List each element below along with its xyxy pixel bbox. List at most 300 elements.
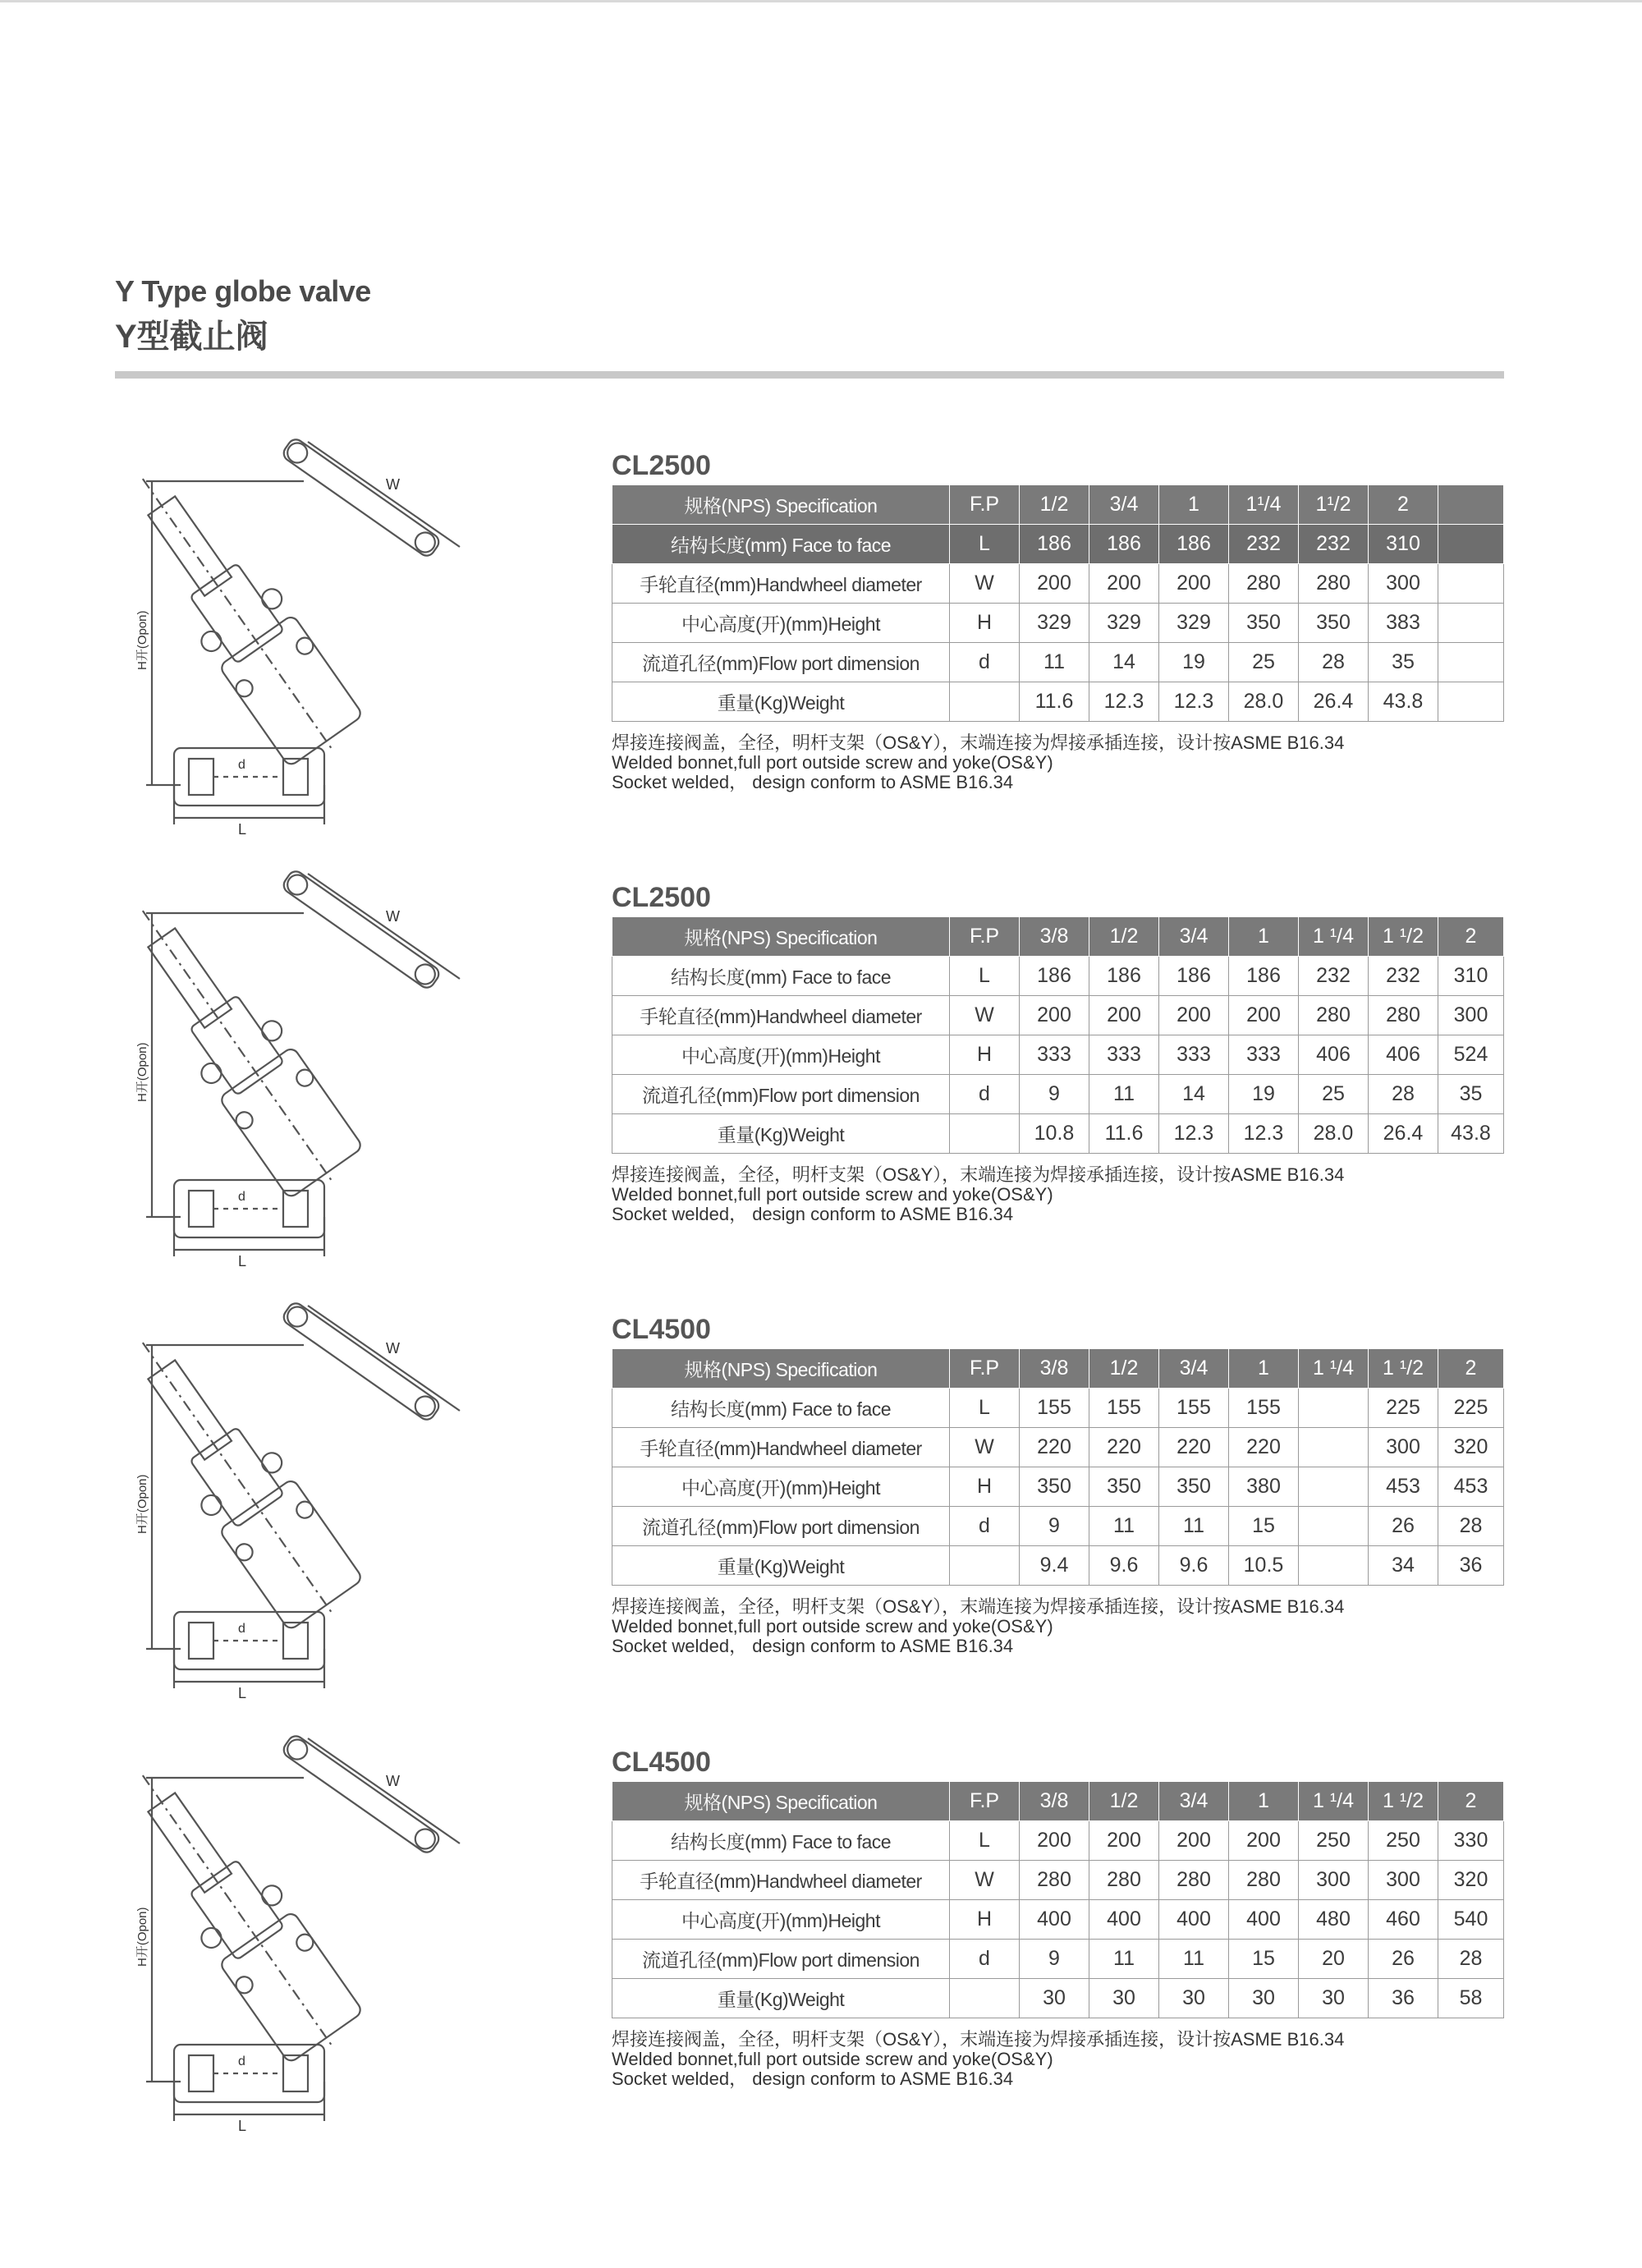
table-cell: 220 <box>1020 1428 1089 1467</box>
table-cell: 400 <box>1020 1900 1089 1940</box>
table-cell: 186 <box>1229 957 1299 996</box>
table-row <box>612 1035 1504 1075</box>
table-cell <box>1438 643 1504 682</box>
note-line: Welded bonnet,full port outside screw and yoke(OS&Y) <box>612 1184 1053 1205</box>
row-label-cell: 规格(NPS) Specification <box>612 1349 950 1389</box>
table-cell: 58 <box>1438 1979 1504 2018</box>
table-cell: 333 <box>1020 1035 1089 1075</box>
table-row <box>612 1821 1504 1861</box>
table-cell: H <box>950 1035 1020 1075</box>
table-row <box>612 1389 1504 1428</box>
table-cell: 3/4 <box>1159 917 1229 957</box>
spec-notes <box>612 733 1344 792</box>
table-row <box>612 1546 1504 1586</box>
table-cell: 14 <box>1089 643 1159 682</box>
table-cell: 225 <box>1438 1389 1504 1428</box>
table-cell <box>1299 1428 1369 1467</box>
spec-table <box>612 1348 1504 1586</box>
table-cell: 300 <box>1369 1428 1438 1467</box>
table-row <box>612 1900 1504 1940</box>
row-label-cell: 结构长度(mm) Face to face <box>612 1389 950 1428</box>
table-cell: 329 <box>1159 604 1229 643</box>
table-cell: 329 <box>1020 604 1089 643</box>
table-cell: 9.6 <box>1089 1546 1159 1586</box>
table-header-row <box>612 485 1504 525</box>
dimension-label-d: d <box>238 1622 245 1636</box>
table-cell: 155 <box>1229 1389 1299 1428</box>
table-cell: 200 <box>1159 996 1229 1035</box>
table-cell: 333 <box>1229 1035 1299 1075</box>
table-cell: d <box>950 1940 1020 1979</box>
table-row <box>612 643 1504 682</box>
table-cell: 280 <box>1299 564 1369 604</box>
table-cell: W <box>950 996 1020 1035</box>
table-cell: 9 <box>1020 1075 1089 1114</box>
table-cell: 11 <box>1089 1507 1159 1546</box>
table-cell: 1¹/2 <box>1299 485 1369 525</box>
table-cell: d <box>950 643 1020 682</box>
dimension-label-l: L <box>238 821 247 838</box>
table-row <box>612 1075 1504 1114</box>
table-row <box>612 996 1504 1035</box>
table-cell: W <box>950 1428 1020 1467</box>
table-cell: 200 <box>1089 1821 1159 1861</box>
dimension-label-h: H开(Opon) <box>135 610 149 670</box>
table-cell: d <box>950 1507 1020 1546</box>
table-cell: 220 <box>1159 1428 1229 1467</box>
table-cell: 12.3 <box>1229 1114 1299 1154</box>
table-cell: 250 <box>1369 1821 1438 1861</box>
table-cell: 10.8 <box>1020 1114 1089 1154</box>
table-cell: 280 <box>1089 1861 1159 1900</box>
table-cell: 350 <box>1159 1467 1229 1507</box>
table-cell: 1 <box>1159 485 1229 525</box>
table-cell <box>1299 1507 1369 1546</box>
table-cell: 453 <box>1369 1467 1438 1507</box>
spec-notes <box>612 1165 1344 1224</box>
table-cell: 30 <box>1229 1979 1299 2018</box>
pressure-class-label: CL4500 <box>612 1314 711 1345</box>
table-cell: 25 <box>1299 1075 1369 1114</box>
dimension-label-h: H开(Opon) <box>135 1042 149 1102</box>
table-cell: 280 <box>1020 1861 1089 1900</box>
table-cell: 28 <box>1438 1507 1504 1546</box>
dimension-label-d: d <box>238 1190 245 1204</box>
table-cell: 320 <box>1438 1428 1504 1467</box>
table-row <box>612 564 1504 604</box>
table-cell: 400 <box>1089 1900 1159 1940</box>
table-cell: 9.6 <box>1159 1546 1229 1586</box>
table-cell: 1/2 <box>1089 1782 1159 1821</box>
table-cell: 333 <box>1159 1035 1229 1075</box>
dimension-label-w: W <box>386 908 400 925</box>
row-label-cell: 重量(Kg)Weight <box>612 1979 950 2018</box>
valve-body <box>174 748 324 806</box>
table-cell: 480 <box>1299 1900 1369 1940</box>
table-cell: 2 <box>1438 1349 1504 1389</box>
dimension-label-d: d <box>238 2055 245 2068</box>
table-cell: 383 <box>1369 604 1438 643</box>
note-line: Socket welded， design conform to ASME B16.34 <box>612 1204 1014 1224</box>
table-cell: 186 <box>1020 957 1089 996</box>
table-cell: 186 <box>1089 957 1159 996</box>
table-cell: 200 <box>1089 564 1159 604</box>
note-line: Socket welded， design conform to ASME B16.34 <box>612 2068 1014 2089</box>
dimension-label-h: H开(Opon) <box>135 1907 149 1967</box>
table-cell: F.P <box>950 917 1020 957</box>
table-cell: 300 <box>1369 1861 1438 1900</box>
table-cell: 36 <box>1369 1979 1438 2018</box>
table-cell: 380 <box>1229 1467 1299 1507</box>
table-cell: 28 <box>1438 1940 1504 1979</box>
table-cell: 28.0 <box>1299 1114 1369 1154</box>
table-cell: 9.4 <box>1020 1546 1089 1586</box>
table-cell: 310 <box>1369 525 1438 564</box>
table-cell: 329 <box>1089 604 1159 643</box>
table-cell: 30 <box>1159 1979 1229 2018</box>
table-row <box>612 1428 1504 1467</box>
row-label-cell: 结构长度(mm) Face to face <box>612 1821 950 1861</box>
table-cell: 155 <box>1159 1389 1229 1428</box>
table-cell: 310 <box>1438 957 1504 996</box>
table-cell: 200 <box>1159 564 1229 604</box>
table-cell: 186 <box>1089 525 1159 564</box>
table-cell <box>950 1546 1020 1586</box>
table-cell: 2 <box>1438 917 1504 957</box>
table-cell: 1 ¹/4 <box>1299 917 1369 957</box>
table-row <box>612 1940 1504 1979</box>
table-cell: L <box>950 1389 1020 1428</box>
table-cell: W <box>950 1861 1020 1900</box>
table-cell: 3/8 <box>1020 917 1089 957</box>
table-cell: 3/8 <box>1020 1782 1089 1821</box>
table-row <box>612 1861 1504 1900</box>
row-label-cell: 手轮直径(mm)Handwheel diameter <box>612 1428 950 1467</box>
row-label-cell: 结构长度(mm) Face to face <box>612 957 950 996</box>
table-cell: 350 <box>1299 604 1369 643</box>
row-label-cell: 规格(NPS) Specification <box>612 917 950 957</box>
note-line: Welded bonnet,full port outside screw and yoke(OS&Y) <box>612 2049 1053 2069</box>
table-cell: 3/8 <box>1020 1349 1089 1389</box>
note-line: Socket welded， design conform to ASME B16.34 <box>612 1636 1014 1656</box>
table-cell: 232 <box>1299 957 1369 996</box>
table-cell: F.P <box>950 1349 1020 1389</box>
table-cell: 540 <box>1438 1900 1504 1940</box>
row-label-cell: 手轮直径(mm)Handwheel diameter <box>612 564 950 604</box>
dimension-label-l: L <box>238 1253 247 1269</box>
table-cell: 200 <box>1159 1821 1229 1861</box>
table-cell: 1 ¹/4 <box>1299 1782 1369 1821</box>
table-cell: 406 <box>1299 1035 1369 1075</box>
row-label-cell: 结构长度(mm) Face to face <box>612 525 950 564</box>
table-cell: 36 <box>1438 1546 1504 1586</box>
dimension-label-w: W <box>386 1773 400 1789</box>
table-cell <box>950 1114 1020 1154</box>
table-cell: 1 ¹/2 <box>1369 917 1438 957</box>
table-cell: 155 <box>1089 1389 1159 1428</box>
table-cell: 1 ¹/2 <box>1369 1349 1438 1389</box>
table-cell: 1 ¹/4 <box>1299 1349 1369 1389</box>
row-label-cell: 规格(NPS) Specification <box>612 1782 950 1821</box>
table-cell: 34 <box>1369 1546 1438 1586</box>
table-cell: 225 <box>1369 1389 1438 1428</box>
table-row <box>612 957 1504 996</box>
table-cell <box>1438 604 1504 643</box>
table-cell: 26.4 <box>1299 682 1369 722</box>
valve-body <box>174 1180 324 1237</box>
table-cell: 300 <box>1369 564 1438 604</box>
table-cell: 15 <box>1229 1940 1299 1979</box>
table-row <box>612 1507 1504 1546</box>
valve-bonnet <box>218 1046 363 1199</box>
table-cell: 12.3 <box>1159 1114 1229 1154</box>
table-cell: 9 <box>1020 1940 1089 1979</box>
spec-table <box>612 1781 1504 2018</box>
table-cell: W <box>950 564 1020 604</box>
pressure-class-label: CL2500 <box>612 882 711 913</box>
note-line: 焊接连接阀盖，全径，明杆支架（OS&Y），末端连接为焊接承插连接，设计按ASME B16.34 <box>612 2029 1345 2050</box>
dimension-label-w: W <box>386 476 400 493</box>
table-cell: 1/2 <box>1089 1349 1159 1389</box>
table-cell: 350 <box>1229 604 1299 643</box>
table-cell: 186 <box>1159 957 1229 996</box>
table-cell: 3/4 <box>1159 1349 1229 1389</box>
valve-drawing <box>115 864 525 1269</box>
table-cell: 26 <box>1369 1940 1438 1979</box>
row-label-cell: 重量(Kg)Weight <box>612 1114 950 1154</box>
title-divider <box>115 371 1504 379</box>
spec-notes <box>612 1597 1344 1656</box>
table-cell: 26.4 <box>1369 1114 1438 1154</box>
spec-table <box>612 916 1504 1154</box>
table-cell: 232 <box>1229 525 1299 564</box>
valve-drawing <box>115 432 525 838</box>
valve-bonnet <box>218 1478 363 1631</box>
table-cell: 30 <box>1089 1979 1159 2018</box>
table-cell: 333 <box>1089 1035 1159 1075</box>
table-cell: F.P <box>950 1782 1020 1821</box>
table-header-row <box>612 917 1504 957</box>
table-cell: 30 <box>1299 1979 1369 2018</box>
table-cell <box>1438 485 1504 525</box>
table-cell: 11.6 <box>1089 1114 1159 1154</box>
table-cell: 12.3 <box>1159 682 1229 722</box>
handwheel <box>281 1733 442 1855</box>
row-label-cell: 重量(Kg)Weight <box>612 1546 950 1586</box>
table-cell: 200 <box>1229 996 1299 1035</box>
table-cell: 35 <box>1438 1075 1504 1114</box>
dimension-label-l: L <box>238 1685 247 1701</box>
table-cell: 232 <box>1299 525 1369 564</box>
note-line: Socket welded， design conform to ASME B16.34 <box>612 772 1014 792</box>
table-cell: 12.3 <box>1089 682 1159 722</box>
page-title-en: Y Type globe valve <box>115 274 371 308</box>
table-cell: 28 <box>1369 1075 1438 1114</box>
table-cell: 1 ¹/2 <box>1369 1782 1438 1821</box>
row-label-cell: 重量(Kg)Weight <box>612 682 950 722</box>
table-cell: 330 <box>1438 1821 1504 1861</box>
note-line: 焊接连接阀盖，全径，明杆支架（OS&Y），末端连接为焊接承插连接，设计按ASME B16.34 <box>612 1596 1345 1617</box>
spec-notes <box>612 2030 1344 2089</box>
table-cell: 14 <box>1159 1075 1229 1114</box>
table-cell: 43.8 <box>1369 682 1438 722</box>
table-cell: 11 <box>1020 643 1089 682</box>
valve-drawing <box>115 1729 525 2134</box>
table-cell: 200 <box>1089 996 1159 1035</box>
table-cell: 460 <box>1369 1900 1438 1940</box>
table-cell: 200 <box>1020 996 1089 1035</box>
handwheel <box>281 1300 442 1422</box>
table-row <box>612 1979 1504 2018</box>
table-cell: 11.6 <box>1020 682 1089 722</box>
table-cell: 2 <box>1438 1782 1504 1821</box>
table-cell: 200 <box>1020 1821 1089 1861</box>
table-cell: 3/4 <box>1159 1782 1229 1821</box>
table-cell: 43.8 <box>1438 1114 1504 1154</box>
table-cell: 280 <box>1229 564 1299 604</box>
table-cell: 220 <box>1089 1428 1159 1467</box>
valve-body <box>174 1612 324 1669</box>
dimension-label-h: H开(Opon) <box>135 1474 149 1534</box>
table-cell <box>950 1979 1020 2018</box>
table-cell: 25 <box>1229 643 1299 682</box>
table-cell: L <box>950 525 1020 564</box>
table-cell: 220 <box>1229 1428 1299 1467</box>
table-cell <box>1299 1546 1369 1586</box>
spec-section-4 <box>0 1747 1642 2141</box>
table-cell: 524 <box>1438 1035 1504 1075</box>
table-cell: 35 <box>1369 643 1438 682</box>
row-label-cell: 手轮直径(mm)Handwheel diameter <box>612 1861 950 1900</box>
table-cell: 11 <box>1089 1940 1159 1979</box>
row-label-cell: 流道孔径(mm)Flow port dimension <box>612 1075 950 1114</box>
pressure-class-label: CL4500 <box>612 1747 711 1778</box>
note-line: Welded bonnet,full port outside screw and yoke(OS&Y) <box>612 1616 1053 1637</box>
row-label-cell: 规格(NPS) Specification <box>612 485 950 525</box>
handwheel <box>281 868 442 990</box>
table-cell: 9 <box>1020 1507 1089 1546</box>
row-label-cell: 中心高度(开)(mm)Height <box>612 604 950 643</box>
table-cell: 1/2 <box>1020 485 1089 525</box>
table-row <box>612 682 1504 722</box>
table-cell: 1 <box>1229 1782 1299 1821</box>
table-row <box>612 525 1504 564</box>
table-cell: 155 <box>1020 1389 1089 1428</box>
table-cell: 350 <box>1020 1467 1089 1507</box>
table-cell <box>1438 682 1504 722</box>
table-cell: 1¹/4 <box>1229 485 1299 525</box>
spec-section-1 <box>0 450 1642 844</box>
row-label-cell: 流道孔径(mm)Flow port dimension <box>612 1507 950 1546</box>
table-cell: 280 <box>1299 996 1369 1035</box>
table-cell: 19 <box>1159 643 1229 682</box>
table-cell: 15 <box>1229 1507 1299 1546</box>
valve-bonnet <box>218 1911 363 2064</box>
table-cell: 280 <box>1369 996 1438 1035</box>
table-cell: 11 <box>1159 1507 1229 1546</box>
row-label-cell: 手轮直径(mm)Handwheel diameter <box>612 996 950 1035</box>
table-cell: 1 <box>1229 917 1299 957</box>
row-label-cell: 中心高度(开)(mm)Height <box>612 1035 950 1075</box>
table-cell: H <box>950 1900 1020 1940</box>
spec-section-3 <box>0 1314 1642 1708</box>
table-cell: H <box>950 1467 1020 1507</box>
table-cell: 232 <box>1369 957 1438 996</box>
handwheel <box>281 436 442 558</box>
table-cell: 20 <box>1299 1940 1369 1979</box>
dimension-label-l: L <box>238 2118 247 2134</box>
table-cell: 400 <box>1229 1900 1299 1940</box>
table-cell: 350 <box>1089 1467 1159 1507</box>
table-cell: 19 <box>1229 1075 1299 1114</box>
table-cell: L <box>950 957 1020 996</box>
table-cell <box>950 682 1020 722</box>
table-cell: 11 <box>1159 1940 1229 1979</box>
table-cell: 186 <box>1159 525 1229 564</box>
table-cell: 280 <box>1229 1861 1299 1900</box>
table-cell: 28.0 <box>1229 682 1299 722</box>
table-cell: 3/4 <box>1089 485 1159 525</box>
row-label-cell: 流道孔径(mm)Flow port dimension <box>612 1940 950 1979</box>
table-row <box>612 1114 1504 1154</box>
table-row <box>612 1467 1504 1507</box>
top-border-line <box>0 0 1642 2</box>
valve-bonnet <box>218 614 363 767</box>
valve-drawing <box>115 1296 525 1701</box>
table-cell: 11 <box>1089 1075 1159 1114</box>
table-cell: 1/2 <box>1089 917 1159 957</box>
dimension-label-d: d <box>238 758 245 772</box>
table-cell <box>1438 525 1504 564</box>
spec-section-2 <box>0 882 1642 1276</box>
table-row <box>612 604 1504 643</box>
page-title-zh: Y型截止阀 <box>115 319 268 355</box>
table-cell: 300 <box>1438 996 1504 1035</box>
table-cell: 453 <box>1438 1467 1504 1507</box>
valve-body <box>174 2045 324 2102</box>
table-cell: 280 <box>1159 1861 1229 1900</box>
table-cell: d <box>950 1075 1020 1114</box>
table-cell <box>1299 1467 1369 1507</box>
dimension-label-w: W <box>386 1340 400 1357</box>
table-cell: 28 <box>1299 643 1369 682</box>
table-cell <box>1438 564 1504 604</box>
note-line: Welded bonnet,full port outside screw and yoke(OS&Y) <box>612 752 1053 773</box>
spec-table <box>612 484 1504 722</box>
table-cell: 26 <box>1369 1507 1438 1546</box>
table-cell: 186 <box>1020 525 1089 564</box>
table-cell: F.P <box>950 485 1020 525</box>
table-cell: H <box>950 604 1020 643</box>
table-header-row <box>612 1782 1504 1821</box>
table-cell: 200 <box>1020 564 1089 604</box>
table-cell: L <box>950 1821 1020 1861</box>
table-cell: 30 <box>1020 1979 1089 2018</box>
table-cell: 10.5 <box>1229 1546 1299 1586</box>
table-header-row <box>612 1349 1504 1389</box>
table-cell: 320 <box>1438 1861 1504 1900</box>
table-cell: 1 <box>1229 1349 1299 1389</box>
pressure-class-label: CL2500 <box>612 450 711 481</box>
row-label-cell: 中心高度(开)(mm)Height <box>612 1467 950 1507</box>
row-label-cell: 流道孔径(mm)Flow port dimension <box>612 643 950 682</box>
row-label-cell: 中心高度(开)(mm)Height <box>612 1900 950 1940</box>
table-cell: 2 <box>1369 485 1438 525</box>
table-cell: 406 <box>1369 1035 1438 1075</box>
note-line: 焊接连接阀盖，全径，明杆支架（OS&Y），末端连接为焊接承插连接，设计按ASME B16.34 <box>612 732 1345 753</box>
table-cell: 400 <box>1159 1900 1229 1940</box>
table-cell: 250 <box>1299 1821 1369 1861</box>
